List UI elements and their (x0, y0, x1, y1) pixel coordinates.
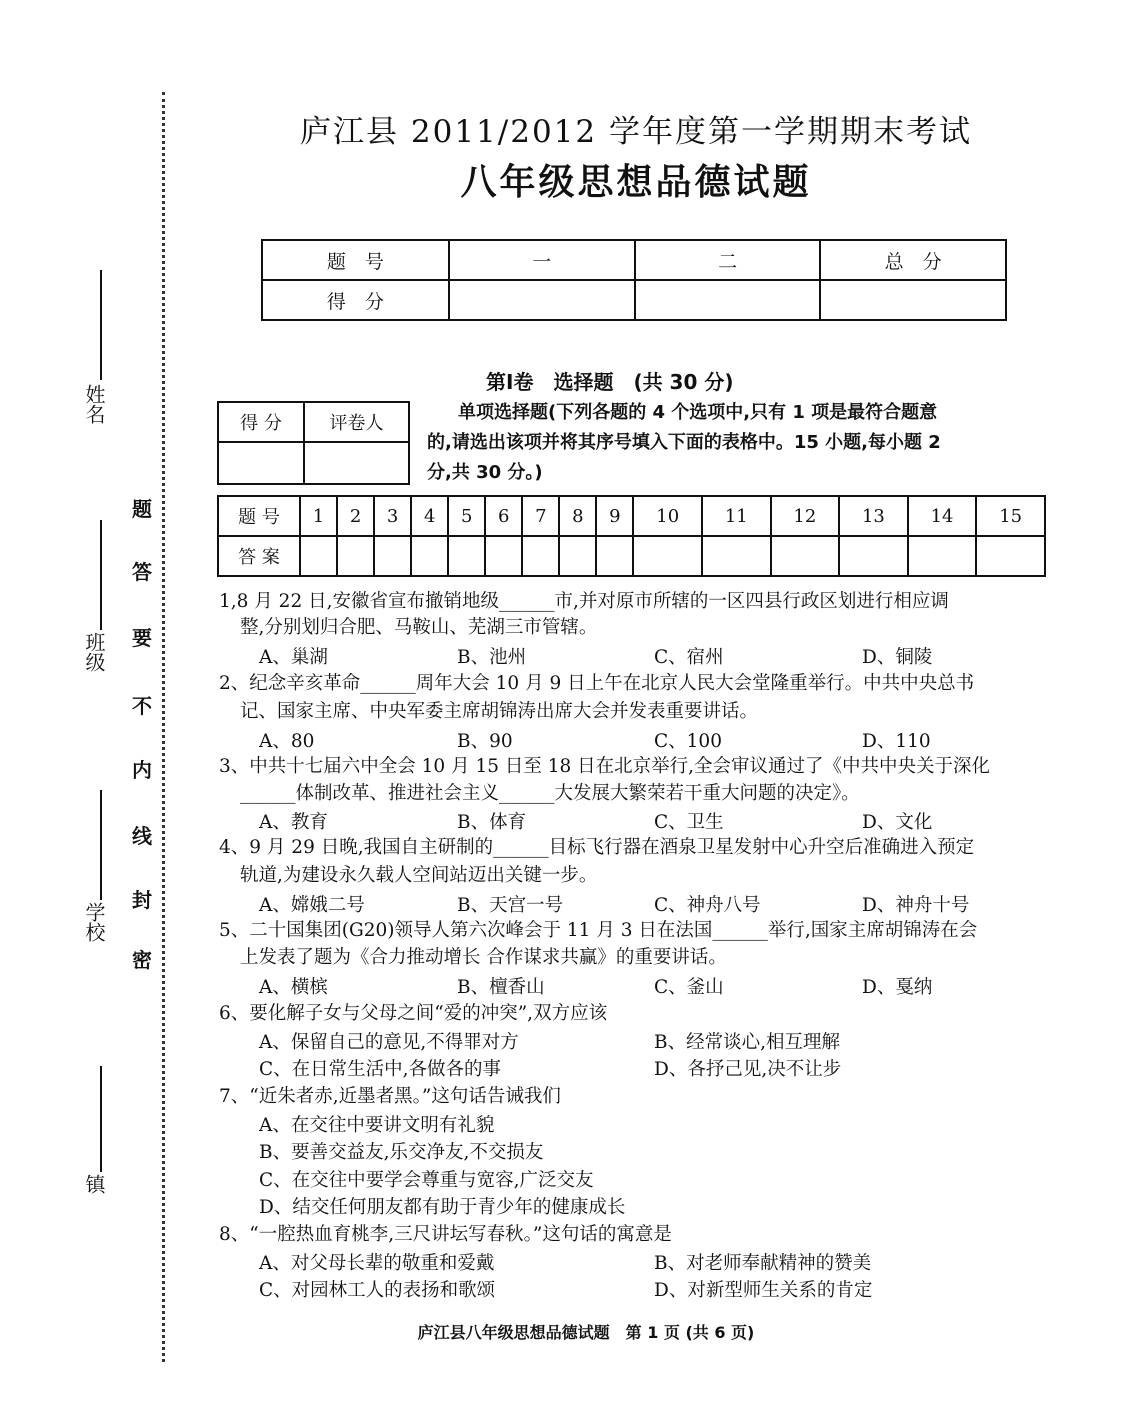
question-number: 5 (448, 496, 485, 536)
seal-char: 不 (132, 694, 152, 718)
grader-table (217, 401, 410, 485)
town-label: 镇 (82, 1174, 106, 1194)
option: C、宿州 (654, 647, 724, 668)
score-cell (635, 280, 820, 320)
question-number: 7 (522, 496, 559, 536)
option: C、卫生 (654, 812, 724, 833)
seal-char: 内 (132, 758, 152, 782)
seal-char: 密 (132, 948, 152, 972)
question-number: 11 (702, 496, 771, 536)
exam-title: 庐江县 2011/2012 学年度第一学期期末考试 (300, 114, 972, 150)
question-number: 13 (839, 496, 908, 536)
question-line: ______体制改革、推进社会主义______大发展大繁荣若干重大问题的决定》。 (240, 783, 860, 804)
option: C、在日常生活中,各做各的事 (259, 1059, 502, 1080)
binding-dotted-line (162, 92, 165, 1362)
grader-cell (304, 442, 409, 484)
option: B、檀香山 (457, 977, 545, 998)
answer-row-label: 答 案 (218, 536, 300, 576)
score-table-header: 二 (635, 240, 820, 280)
question-line: 8、“一腔热血育桃李,三尺讲坛写春秋。”这句话的寓意是 (219, 1224, 672, 1245)
option: B、体育 (457, 812, 527, 833)
option: A、80 (259, 731, 315, 752)
answer-cell (839, 536, 908, 576)
seal-char: 封 (132, 888, 152, 912)
option: C、100 (654, 731, 722, 752)
answer-cell (702, 536, 771, 576)
option: A、在交往中要讲文明有礼貌 (259, 1115, 495, 1136)
option: C、神舟八号 (654, 895, 761, 916)
option: D、结交任何朋友都有助于青少年的健康成长 (259, 1197, 626, 1218)
option: D、神舟十号 (862, 895, 970, 916)
grader-header: 得 分 (218, 402, 304, 442)
question-line: 记、国家主席、中央军委主席胡锦涛出席大会并发表重要讲话。 (240, 701, 759, 722)
option: A、教育 (259, 812, 328, 833)
answer-cell (596, 536, 633, 576)
instruction-line: 单项选择题(下列各题的 4 个选项中,只有 1 项是最符合题意 (458, 402, 938, 423)
seal-char: 题 (132, 497, 152, 521)
answer-cell (485, 536, 522, 576)
score-table-header: 总 分 (820, 240, 1006, 280)
question-line: 整,分别划归合肥、马鞍山、芜湖三市管辖。 (240, 617, 598, 638)
option: D、戛纳 (862, 977, 933, 998)
page-footer: 庐江县八年级思想品德试题 第 1 页 (共 6 页) (417, 1323, 755, 1342)
question-line: 5、二十国集团(G20)领导人第六次峰会于 11 月 3 日在法国______举行,国家主席胡锦涛在会 (219, 920, 978, 941)
answer-cell (448, 536, 485, 576)
subject-title: 八年级思想品德试题 (460, 162, 812, 203)
grader-header: 评卷人 (304, 402, 409, 442)
question-number: 3 (374, 496, 411, 536)
score-table-header: 题 号 (262, 240, 449, 280)
name-blank-line (100, 270, 102, 380)
question-number: 6 (485, 496, 522, 536)
instruction-line: 的,请选出该项并将其序号填入下面的表格中。15 小题,每小题 2 (427, 432, 941, 453)
score-cell (449, 280, 635, 320)
answer-cell (374, 536, 411, 576)
question-line: 上发表了题为《合力推动增长 合作谋求共赢》的重要讲话。 (240, 947, 727, 968)
option: D、文化 (862, 812, 933, 833)
question-line: 7、“近朱者赤,近墨者黑。”这句话告诫我们 (219, 1086, 561, 1107)
option: A、横槟 (259, 977, 328, 998)
option: D、各抒己见,决不让步 (654, 1059, 842, 1080)
answer-table-header: 题 号 (218, 496, 300, 536)
score-cell (820, 280, 1006, 320)
seal-char: 要 (132, 626, 152, 650)
option: B、经常谈心,相互理解 (654, 1032, 840, 1053)
section-title: 第Ⅰ卷 选择题 (共 30 分) (486, 370, 734, 394)
option: A、保留自己的意见,不得罪对方 (259, 1032, 519, 1053)
school-label: 学校 (82, 902, 106, 942)
option: C、釜山 (654, 977, 724, 998)
town-blank-line (100, 1066, 102, 1172)
option: D、对新型师生关系的肯定 (654, 1280, 873, 1301)
option: D、铜陵 (862, 647, 933, 668)
question-number: 10 (633, 496, 702, 536)
question-number: 14 (908, 496, 977, 536)
option: B、对老师奉献精神的赞美 (654, 1253, 872, 1274)
question-number: 15 (976, 496, 1045, 536)
question-line: 1,8 月 22 日,安徽省宣布撤销地级______市,并对原市所辖的一区四县行政区划进行相应调 (219, 591, 949, 612)
question-number: 12 (771, 496, 840, 536)
question-line: 2、纪念辛亥革命______周年大会 10 月 9 日上午在北京人民大会堂隆重举行。中共中央总书 (219, 673, 975, 694)
score-table-header: 一 (449, 240, 635, 280)
question-number: 2 (337, 496, 374, 536)
question-line: 6、要化解子女与父母之间“爱的冲突”,双方应该 (219, 1003, 608, 1024)
school-blank-line (100, 790, 102, 900)
option: A、嫦娥二号 (259, 895, 365, 916)
question-number: 9 (596, 496, 633, 536)
class-label: 班级 (82, 632, 106, 672)
class-blank-line (100, 520, 102, 630)
answer-cell (976, 536, 1045, 576)
answer-cell (908, 536, 977, 576)
seal-char: 线 (132, 824, 152, 848)
answer-cell (411, 536, 448, 576)
seal-char: 答 (132, 560, 152, 584)
question-line: 轨道,为建设永久载人空间站迈出关键一步。 (240, 865, 598, 886)
option: B、天宫一号 (457, 895, 564, 916)
question-number: 8 (559, 496, 596, 536)
option: B、要善交益友,乐交净友,不交损友 (259, 1142, 544, 1163)
option: B、90 (457, 731, 513, 752)
score-row-label: 得 分 (262, 280, 449, 320)
option: B、池州 (457, 647, 527, 668)
answer-cell (633, 536, 702, 576)
option: D、110 (862, 731, 931, 752)
question-number: 1 (300, 496, 337, 536)
answer-table (217, 495, 1046, 577)
instruction-line: 分,共 30 分。) (427, 462, 543, 483)
answer-cell (771, 536, 840, 576)
option: A、对父母长辈的敬重和爱戴 (259, 1253, 495, 1274)
answer-cell (522, 536, 559, 576)
question-line: 3、中共十七届六中全会 10 月 15 日至 18 日在北京举行,全会审议通过了《中共中央关于深化 (219, 756, 991, 777)
answer-cell (559, 536, 596, 576)
grader-cell (218, 442, 304, 484)
name-label: 姓名 (82, 384, 106, 424)
score-table (261, 239, 1007, 321)
option: A、巢湖 (259, 647, 328, 668)
question-number: 4 (411, 496, 448, 536)
answer-cell (300, 536, 337, 576)
answer-cell (337, 536, 374, 576)
option: C、对园林工人的表扬和歌颂 (259, 1280, 496, 1301)
option: C、在交往中要学会尊重与宽容,广泛交友 (259, 1170, 594, 1191)
question-line: 4、9 月 29 日晚,我国自主研制的______目标飞行器在酒泉卫星发射中心升空后准确进入预定 (219, 837, 975, 858)
